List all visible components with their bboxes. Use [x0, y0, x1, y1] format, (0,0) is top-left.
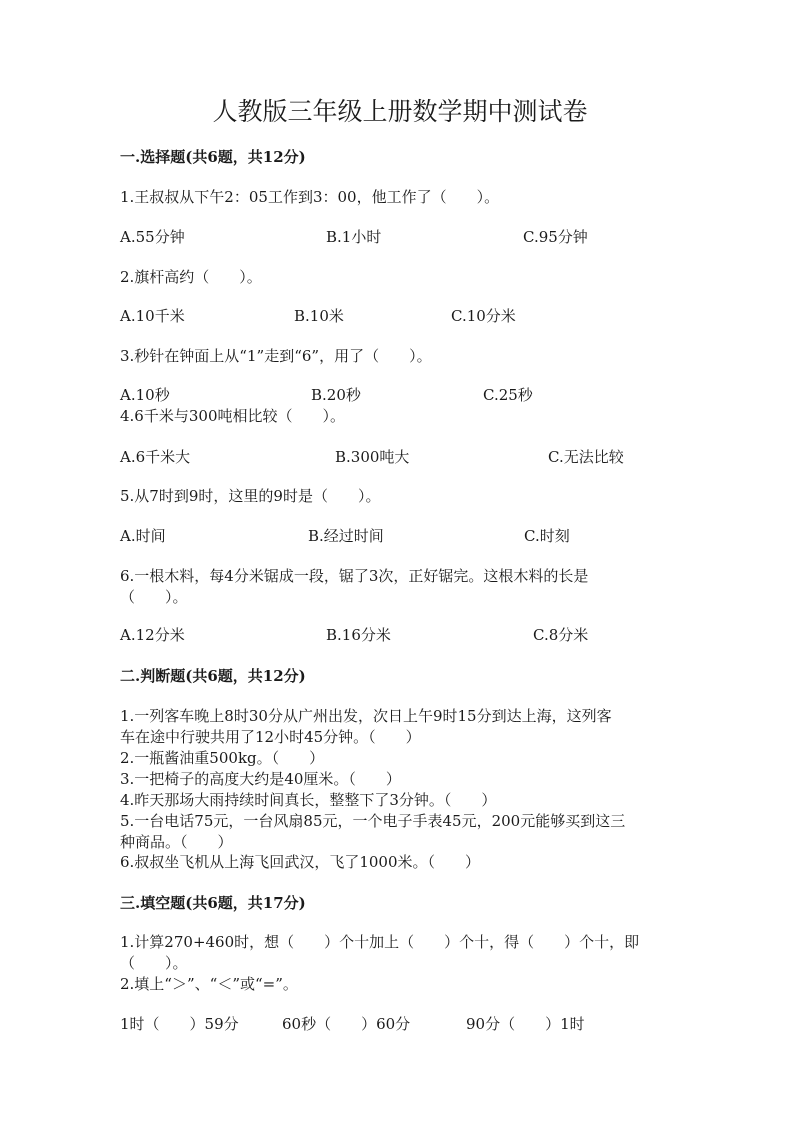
judge-line: 6.叔叔坐飞机从上海飞回武汉，飞了1000米。（ ）: [120, 853, 480, 871]
question-stem: （ ）。: [120, 588, 188, 606]
judge-line: 1.一列客车晚上8时30分从广州出发，次日上午9时15分到达上海，这列客: [120, 707, 612, 725]
page-title: 人教版三年级上册数学期中测试卷: [212, 97, 588, 126]
option-b: B.16分米: [326, 626, 391, 644]
judge-line: 2.一瓶酱油重500kg。（ ）: [120, 749, 325, 767]
option-a: A.12分米: [120, 626, 185, 644]
option-c: C.时刻: [524, 527, 570, 545]
option-b: B.10米: [294, 307, 344, 325]
question-stem: 2.旗杆高约（ ）。: [120, 268, 262, 286]
fill-line: 1.计算270+460时，想（ ）个十加上（ ）个十，得（ ）个十，即: [120, 933, 640, 951]
option-c: C.25秒: [483, 386, 533, 404]
question-stem: 5.从7时到9时，这里的9时是（ ）。: [120, 487, 381, 505]
fill-line: 2.填上“＞”、“＜”或“=”。: [120, 975, 298, 993]
option-a: A.10千米: [120, 307, 185, 325]
section-heading-choice: 一.选择题(共6题，共12分): [120, 148, 306, 166]
option-b: B.经过时间: [308, 527, 384, 545]
option-c: C.95分钟: [523, 228, 588, 246]
question-stem: 4.6千米与300吨相比较（ ）。: [120, 407, 345, 425]
compare-item: 90分（ ）1时: [466, 1015, 585, 1033]
question-stem: 3.秒针在钟面上从“1”走到“6”，用了（ ）。: [120, 347, 432, 365]
judge-line: 种商品。（ ）: [120, 833, 233, 851]
option-b: B.20秒: [311, 386, 361, 404]
option-b: B.1小时: [326, 228, 382, 246]
compare-item: 1时（ ）59分: [120, 1015, 239, 1033]
section-heading-fill: 三.填空题(共6题，共17分): [120, 894, 306, 912]
option-b: B.300吨大: [335, 448, 410, 466]
judge-line: 5.一台电话75元，一台风扇85元，一个电子手表45元，200元能够买到这三: [120, 812, 626, 830]
option-a: A.时间: [120, 527, 166, 545]
option-a: A.6千米大: [120, 448, 191, 466]
fill-line: （ ）。: [120, 954, 188, 972]
judge-line: 4.昨天那场大雨持续时间真长，整整下了3分钟。（ ）: [120, 791, 497, 809]
option-c: C.8分米: [533, 626, 589, 644]
question-stem: 6.一根木料，每4分米锯成一段，锯了3次，正好锯完。这根木料的长是: [120, 567, 589, 585]
option-c: C.10分米: [451, 307, 516, 325]
question-stem: 1.王叔叔从下午2：05工作到3：00，他工作了（ ）。: [120, 188, 500, 206]
option-a: A.55分钟: [120, 228, 185, 246]
judge-line: 车在途中行驶共用了12小时45分钟。（ ）: [120, 728, 421, 746]
option-c: C.无法比较: [548, 448, 624, 466]
option-a: A.10秒: [120, 386, 170, 404]
section-heading-judge: 二.判断题(共6题，共12分): [120, 667, 306, 685]
judge-line: 3.一把椅子的高度大约是40厘米。（ ）: [120, 770, 401, 788]
compare-item: 60秒（ ）60分: [282, 1015, 411, 1033]
